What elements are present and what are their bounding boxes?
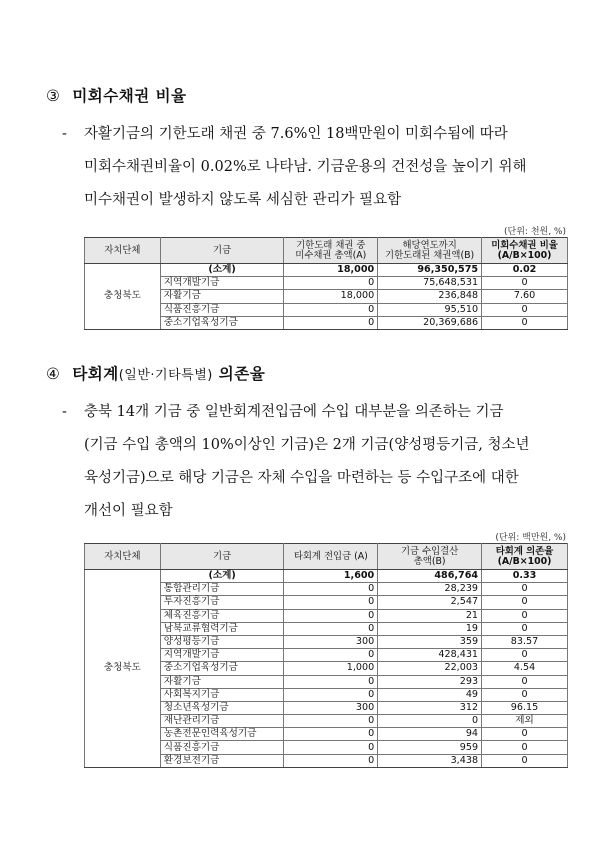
value-a-cell: 1,000: [284, 662, 378, 675]
value-b-cell: 959: [378, 741, 482, 754]
fund-name-cell: 식품진흥기금: [160, 741, 284, 754]
ratio-cell: 0: [482, 583, 568, 596]
value-b-cell: 94: [378, 728, 482, 741]
fund-name-cell: 농촌전문인력육성기금: [160, 728, 284, 741]
section-title: 타회계: [72, 365, 119, 383]
dependency-ratio-table: [84, 543, 568, 768]
value-b-cell: 21: [378, 609, 482, 622]
fund-name-cell: 체육진흥기금: [160, 609, 284, 622]
column-header: 해당연도까지 기한도래된 채권액(B): [378, 238, 482, 264]
value-a-cell: 0: [284, 728, 378, 741]
value-b-cell: 2,547: [378, 596, 482, 609]
value-b-cell: 293: [378, 675, 482, 688]
unit-label: (단위: 백만원, %): [495, 533, 566, 543]
region-cell: 충청북도: [85, 264, 161, 330]
ratio-cell: 0: [482, 649, 568, 662]
value-a-cell: 0: [284, 675, 378, 688]
value-b-cell: 95,510: [378, 303, 482, 316]
column-header: 기금: [160, 238, 284, 264]
value-b-cell: 236,848: [378, 290, 482, 303]
value-a-cell: 300: [284, 635, 378, 648]
bullet-dash: -: [62, 126, 67, 142]
fund-name-cell: 투자진흥기금: [160, 596, 284, 609]
value-a-cell: 18,000: [284, 290, 378, 303]
column-header: 타회계 의존율 (A/B×100): [482, 544, 568, 570]
section-heading-4: [46, 362, 265, 384]
ratio-cell: 96.15: [482, 701, 568, 714]
section-heading-3: [46, 84, 187, 106]
value-a-cell: 0: [284, 316, 378, 329]
value-a-cell: 0: [284, 583, 378, 596]
ratio-cell: 0: [482, 277, 568, 290]
fund-name-cell: (소계): [160, 264, 284, 277]
value-b-cell: 312: [378, 701, 482, 714]
ratio-cell: 0: [482, 688, 568, 701]
section-title-paren: (일반·기타특별): [118, 368, 213, 383]
fund-name-cell: 자활기금: [160, 675, 284, 688]
paragraph-line: (기금 수입 총액의 10%이상인 기금)은 2개 기금(양성평등기금, 청소년: [84, 437, 530, 453]
value-b-cell: 428,431: [378, 649, 482, 662]
value-b-cell: 486,764: [378, 570, 482, 583]
ratio-cell: 0.02: [482, 264, 568, 277]
ratio-cell: 0: [482, 675, 568, 688]
fund-name-cell: 중소기업육성기금: [160, 662, 284, 675]
subtotal-row: [85, 264, 568, 277]
value-b-cell: 19: [378, 622, 482, 635]
subtotal-row: [85, 570, 568, 583]
ratio-cell: 0: [482, 609, 568, 622]
uncollected-bonds-table: [84, 237, 568, 330]
fund-name-cell: 지역개발기금: [160, 649, 284, 662]
column-header: 기한도래 채권 중 미수채권 총액(A): [284, 238, 378, 264]
value-a-cell: 0: [284, 622, 378, 635]
column-header: 자치단체: [85, 238, 161, 264]
paragraph-line: 육성기금)으로 해당 기금은 자체 수입을 마련하는 등 수입구조에 대한: [84, 470, 519, 486]
value-a-cell: 0: [284, 609, 378, 622]
column-header: 타회계 전입금 (A): [284, 544, 378, 570]
ratio-cell: 0: [482, 316, 568, 329]
fund-name-cell: 지역개발기금: [160, 277, 284, 290]
value-a-cell: 0: [284, 741, 378, 754]
fund-name-cell: 양성평등기금: [160, 635, 284, 648]
paragraph-line: 개선이 필요함: [84, 503, 173, 519]
paragraph-line: 자활기금의 기한도래 채권 중 7.6%인 18백만원이 미회수됨에 따라: [84, 126, 508, 142]
ratio-cell: 7.60: [482, 290, 568, 303]
paragraph-line: 미회수채권비율이 0.02%로 나타남. 기금운용의 건전성을 높이기 위해: [84, 159, 527, 175]
fund-name-cell: 재난관리기금: [160, 715, 284, 728]
section4-paragraph: [62, 396, 570, 528]
column-header: 자치단체: [85, 544, 161, 570]
ratio-cell: 0: [482, 754, 568, 767]
value-b-cell: 0: [378, 715, 482, 728]
bullet-dash: -: [62, 404, 67, 420]
value-a-cell: 1,600: [284, 570, 378, 583]
value-a-cell: 0: [284, 649, 378, 662]
value-b-cell: 96,350,575: [378, 264, 482, 277]
fund-name-cell: 자활기금: [160, 290, 284, 303]
unit-label: (단위: 천원, %): [504, 227, 566, 237]
value-b-cell: 28,239: [378, 583, 482, 596]
paragraph-line: 충북 14개 기금 중 일반회계전입금에 수입 대부분을 의존하는 기금: [84, 404, 504, 420]
ratio-cell: 0: [482, 622, 568, 635]
ratio-cell: 제외: [482, 715, 568, 728]
region-cell: 충청북도: [85, 570, 161, 768]
section-number: ③: [46, 87, 61, 105]
section-number: ④: [46, 365, 61, 383]
section3-paragraph: [62, 118, 570, 217]
paragraph-line: 미수채권이 발생하지 않도록 세심한 관리가 필요함: [84, 192, 402, 208]
fund-name-cell: 청소년육성기금: [160, 701, 284, 714]
fund-name-cell: (소계): [160, 570, 284, 583]
value-b-cell: 20,369,686: [378, 316, 482, 329]
value-b-cell: 49: [378, 688, 482, 701]
fund-name-cell: 사회복지기금: [160, 688, 284, 701]
section-title-tail: 의존율: [218, 365, 266, 383]
ratio-cell: 0.33: [482, 570, 568, 583]
ratio-cell: 0: [482, 728, 568, 741]
value-b-cell: 359: [378, 635, 482, 648]
value-a-cell: 0: [284, 303, 378, 316]
value-b-cell: 75,648,531: [378, 277, 482, 290]
value-a-cell: 300: [284, 701, 378, 714]
ratio-cell: 0: [482, 741, 568, 754]
fund-name-cell: 환경보전기금: [160, 754, 284, 767]
value-a-cell: 0: [284, 277, 378, 290]
ratio-cell: 0: [482, 303, 568, 316]
value-a-cell: 0: [284, 715, 378, 728]
column-header: 기금: [160, 544, 284, 570]
ratio-cell: 4.54: [482, 662, 568, 675]
column-header: 기금 수입결산 총액(B): [378, 544, 482, 570]
value-a-cell: 0: [284, 688, 378, 701]
value-a-cell: 18,000: [284, 264, 378, 277]
value-b-cell: 3,438: [378, 754, 482, 767]
value-b-cell: 22,003: [378, 662, 482, 675]
value-a-cell: 0: [284, 754, 378, 767]
section-title: 미회수채권 비율: [72, 87, 187, 105]
ratio-cell: 0: [482, 596, 568, 609]
fund-name-cell: 중소기업육성기금: [160, 316, 284, 329]
column-header: 미회수채권 비율 (A/B×100): [482, 238, 568, 264]
fund-name-cell: 남북교류협력기금: [160, 622, 284, 635]
fund-name-cell: 통합관리기금: [160, 583, 284, 596]
ratio-cell: 83.57: [482, 635, 568, 648]
value-a-cell: 0: [284, 596, 378, 609]
fund-name-cell: 식품진흥기금: [160, 303, 284, 316]
